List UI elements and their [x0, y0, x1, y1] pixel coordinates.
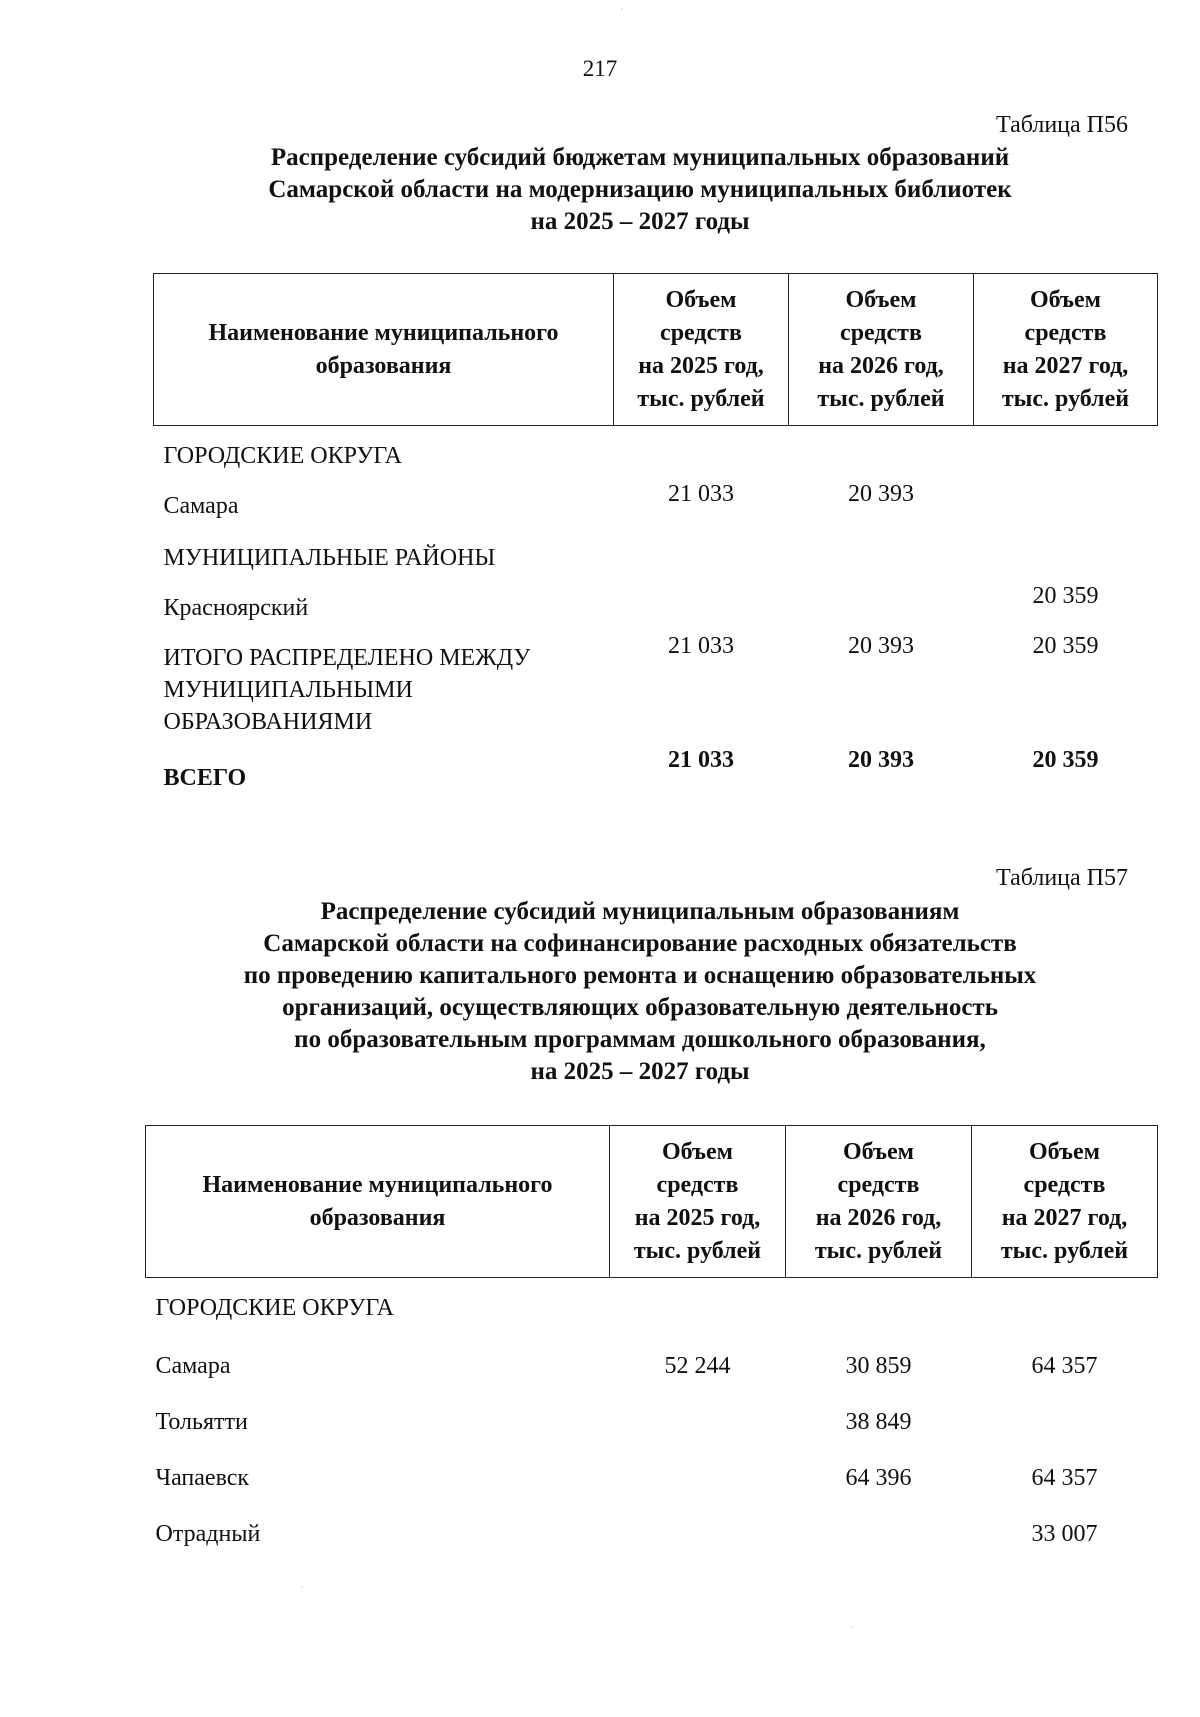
header-line: на 2025 год,: [634, 1204, 761, 1231]
header-2026: [786, 1126, 972, 1278]
cell-name: МУНИЦИПАЛЬНЫЕ РАЙОНЫ: [163, 545, 496, 571]
header-name: Наименование муниципального образования: [146, 1126, 610, 1278]
header-line: Объем: [842, 1138, 915, 1165]
header-2025: [610, 1126, 786, 1278]
cell-2027: 20 359: [1032, 583, 1099, 609]
table-p57: [145, 1125, 1158, 1556]
header-line: средств: [840, 319, 922, 346]
scan-speck: ·: [620, 2, 624, 16]
cell-2027: 20 359: [1032, 633, 1099, 659]
cell-2027: [974, 426, 1158, 479]
cell-2025: 21 033: [668, 633, 734, 659]
header-2026: [789, 274, 974, 426]
title-line: Распределение субсидий бюджетам муниципальных образований: [270, 144, 1010, 171]
title-line: Самарской области на модернизацию муниципальных библиотек: [268, 176, 1012, 203]
title-line: по проведению капитального ремонта и оснащению образовательных: [243, 962, 1037, 989]
cell-2027: [972, 1278, 1158, 1331]
cell-2026: [789, 426, 974, 479]
cell-2027: [974, 478, 1158, 528]
cell-2025: [610, 1388, 786, 1444]
header-line: тыс. рублей: [1000, 1237, 1129, 1264]
header-line: средств: [656, 1171, 739, 1198]
cell-2026: [786, 1500, 972, 1556]
title-line: на 2025 – 2027 годы: [530, 208, 750, 235]
header-line: на 2026 год,: [815, 1204, 942, 1231]
cell-2026: 64 396: [845, 1465, 912, 1491]
cell-2026: 30 859: [845, 1353, 912, 1379]
header-2025: [614, 274, 789, 426]
cell-2027: [972, 1388, 1158, 1444]
header-line: средств: [837, 1171, 920, 1198]
table-row: [146, 1330, 1158, 1388]
cell-2025: [610, 1444, 786, 1500]
cell-2025: 21 033: [668, 747, 734, 773]
header-2027: [972, 1126, 1158, 1278]
cell-2026: 20 393: [848, 633, 914, 659]
scan-speck: ·: [300, 1580, 304, 1594]
title-line: организаций, осуществляющих образовательную деятельность: [282, 994, 998, 1021]
cell-name: ГОРОДСКИЕ ОКРУГА: [155, 1295, 394, 1321]
table-row: [146, 1388, 1158, 1444]
title-line: Самарской области на софинансирование расходных обязательств: [263, 930, 1017, 957]
title-line: Распределение субсидий муниципальным образованиям: [320, 898, 960, 925]
table-row: [154, 426, 1158, 479]
cell-2026: [789, 528, 974, 580]
cell-2025: [614, 426, 789, 479]
cell-2027: 33 007: [1031, 1521, 1098, 1547]
cell-2027: 64 357: [1031, 1465, 1098, 1491]
table-row: [154, 528, 1158, 580]
header-line: на 2027 год,: [1001, 1204, 1128, 1231]
header-line: средств: [1023, 1171, 1106, 1198]
header-line: на 2027 год,: [1002, 352, 1129, 379]
header-line: Объем: [661, 1138, 734, 1165]
table-label-p57: Таблица П57: [996, 865, 1128, 891]
header-line: тыс. рублей: [1001, 385, 1130, 412]
cell-name: Самара: [155, 1353, 231, 1379]
title-line: по образовательным программам дошкольного образования,: [294, 1026, 986, 1053]
header-line: Объем: [845, 286, 917, 313]
header-line: на 2025 год,: [638, 352, 764, 379]
cell-2027: [974, 528, 1158, 580]
header-line: тыс. рублей: [817, 385, 945, 412]
cell-2026: 38 849: [845, 1409, 912, 1435]
cell-name: Отрадный: [155, 1521, 261, 1547]
header-name: Наименование муниципального образования: [154, 274, 614, 426]
cell-name: ВСЕГО: [163, 765, 247, 791]
cell-2025: 52 244: [664, 1353, 731, 1379]
table-label-p56: Таблица П56: [996, 112, 1128, 138]
scan-speck: ·: [850, 1620, 854, 1634]
table-header-row: [154, 274, 1158, 426]
table-row: [146, 1278, 1158, 1331]
header-line: Объем: [665, 286, 737, 313]
header-line: тыс. рублей: [814, 1237, 943, 1264]
cell-2026: 20 393: [848, 747, 914, 773]
cell-2026: [789, 580, 974, 630]
title-line: на 2025 – 2027 годы: [530, 1058, 750, 1085]
cell-name: Чапаевск: [155, 1465, 250, 1491]
table-title-p56: [150, 142, 1130, 238]
table-row: [146, 1444, 1158, 1500]
page-number: 217: [582, 56, 618, 81]
cell-2025: [610, 1500, 786, 1556]
cell-2025: [610, 1278, 786, 1331]
cell-2025: [614, 580, 789, 630]
table-row: [154, 580, 1158, 630]
cell-2025: 21 033: [668, 481, 734, 507]
header-2027: [974, 274, 1158, 426]
cell-name: Красноярский: [163, 595, 309, 621]
header-line: средств: [660, 319, 742, 346]
header-line: средств: [1024, 319, 1107, 346]
header-line: тыс. рублей: [637, 385, 765, 412]
cell-2027: 64 357: [1031, 1353, 1098, 1379]
cell-2026: 20 393: [848, 481, 914, 507]
table-row: [146, 1500, 1158, 1556]
cell-name: Самара: [163, 493, 239, 519]
cell-2025: [614, 528, 789, 580]
cell-name: ГОРОДСКИЕ ОКРУГА: [163, 443, 402, 469]
header-line: тыс. рублей: [633, 1237, 762, 1264]
cell-2027: 20 359: [1032, 747, 1099, 773]
header-line: Объем: [1029, 286, 1102, 313]
table-row-total: [154, 744, 1158, 794]
cell-name: Тольятти: [155, 1409, 248, 1435]
table-title-p57: [150, 896, 1130, 1088]
table-p56: [153, 273, 1158, 794]
table-row: [154, 478, 1158, 528]
header-line: Объем: [1028, 1138, 1101, 1165]
cell-2026: [786, 1278, 972, 1331]
table-row: [154, 630, 1158, 744]
header-line: на 2026 год,: [818, 352, 944, 379]
table-header-row: [146, 1126, 1158, 1278]
cell-name: ИТОГО РАСПРЕДЕЛЕНО МЕЖДУ МУНИЦИПАЛЬНЫМИ ОБРАЗОВАНИЯМИ: [163, 645, 531, 735]
